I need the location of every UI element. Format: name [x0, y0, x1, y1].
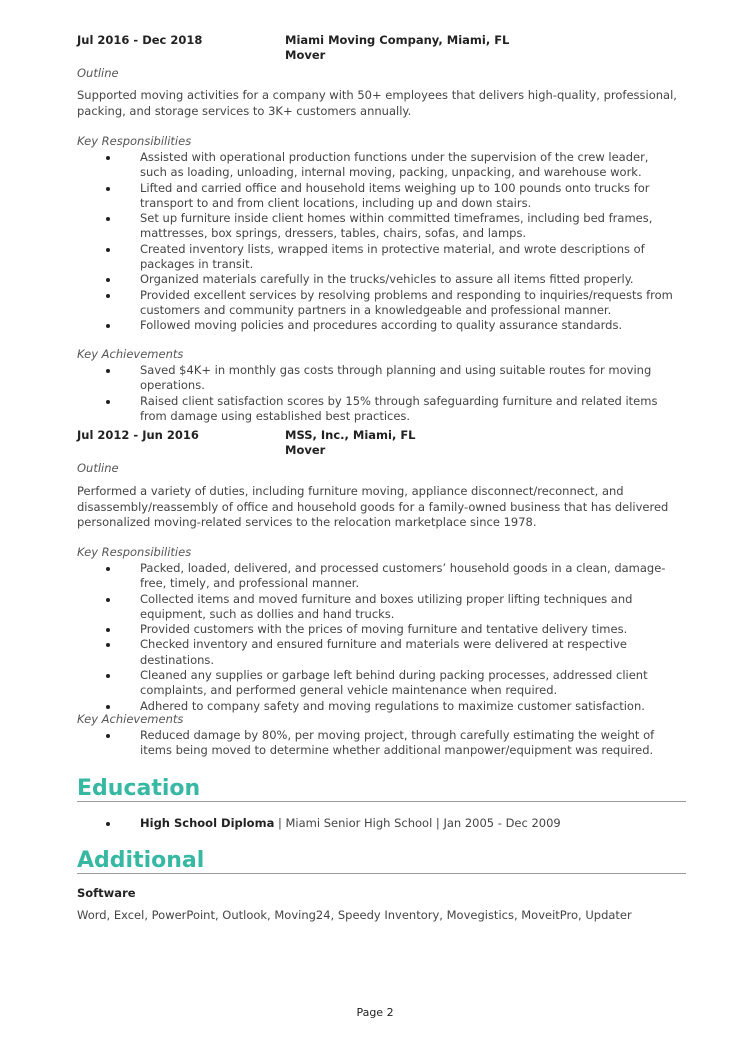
responsibilities-label: Key Responsibilities [77, 545, 192, 559]
bullet-icon [106, 567, 110, 571]
bullet-icon [106, 278, 110, 282]
list-item: Organized materials carefully in the trucks/vehicles to assure all items fitted properly. [77, 272, 677, 287]
list-item: Reduced damage by 80%, per moving project, through carefully estimating the weight of items being moved to determine whether additional manpower/equipment was required. [77, 728, 677, 759]
additional-heading: Additional [77, 848, 205, 873]
job-outline: Performed a variety of duties, including furniture moving, appliance disconnect/reconnect, and disassembly/reassembly of office and household goods for a family-owned business that has delivered personalized moving-related services to the relocation marketplace since 1978. [77, 484, 669, 529]
job-title: Mover [285, 48, 326, 62]
list-item: Adhered to company safety and moving regulations to maximize customer satisfaction. [77, 699, 677, 714]
list-item: Checked inventory and ensured furniture and materials were delivered at respective destinations. [77, 637, 677, 668]
job-header [77, 33, 677, 67]
bullet-icon [106, 628, 110, 632]
achievements-label: Key Achievements [77, 712, 184, 726]
bullet-icon [106, 674, 110, 678]
responsibilities-list [77, 150, 677, 334]
bullet-icon [106, 248, 110, 252]
section-divider [77, 801, 686, 802]
achievements-list [77, 363, 677, 424]
achievements-list [77, 728, 677, 759]
job-company: Miami Moving Company, Miami, FL [285, 33, 510, 47]
bullet-icon [106, 217, 110, 221]
education-details: | Miami Senior High School | Jan 2005 - Dec 2009 [274, 816, 561, 830]
list-item: Saved $4K+ in monthly gas costs through planning and using suitable routes for moving operations. [77, 363, 677, 394]
list-item: Lifted and carried office and household items weighing up to 100 pounds onto trucks for transport to and from client locations, including up and down stairs. [77, 181, 677, 212]
degree-name: High School Diploma [140, 816, 275, 830]
list-item: Cleaned any supplies or garbage left behind during packing processes, addressed client complaints, and performed general vehicle maintenance when required. [77, 668, 677, 699]
education-heading: Education [77, 776, 201, 801]
job-company: MSS, Inc., Miami, FL [285, 428, 416, 442]
list-item: Set up furniture inside client homes within committed timeframes, including bed frames, mattresses, box springs, dressers, tables, chairs, sofas, and lamps. [77, 211, 677, 242]
bullet-icon [106, 705, 110, 709]
outline-label: Outline [77, 66, 119, 80]
bullet-icon [106, 822, 110, 826]
page-number: Page 2 [356, 1006, 394, 1019]
bullet-icon [106, 400, 110, 404]
list-item: Created inventory lists, wrapped items in protective material, and wrote descriptions of packages in transit. [77, 242, 677, 273]
bullet-icon [106, 598, 110, 602]
bullet-icon [106, 643, 110, 647]
bullet-icon [106, 734, 110, 738]
job-header [77, 428, 677, 462]
bullet-icon [106, 369, 110, 373]
responsibilities-label: Key Responsibilities [77, 134, 192, 148]
job-title: Mover [285, 443, 326, 457]
list-item: Packed, loaded, delivered, and processed customers’ household goods in a clean, damage-free, timely, and professional manner. [77, 561, 677, 592]
bullet-icon [106, 187, 110, 191]
job-dates: Jul 2016 - Dec 2018 [77, 33, 203, 47]
bullet-icon [106, 156, 110, 160]
bullet-icon [106, 294, 110, 298]
list-item: Provided excellent services by resolving problems and responding to inquiries/requests from customers and community partners in a knowledgeable and professional manner. [77, 288, 677, 319]
responsibilities-list [77, 561, 677, 714]
software-label: Software [77, 886, 136, 900]
list-item: Collected items and moved furniture and boxes utilizing proper lifting techniques and equipment, such as dollies and hand trucks. [77, 592, 677, 623]
job-dates: Jul 2012 - Jun 2016 [77, 428, 199, 442]
software-list: Word, Excel, PowerPoint, Outlook, Moving24, Speedy Inventory, Movegistics, MoveitPro, Updater [77, 908, 632, 922]
achievements-label: Key Achievements [77, 347, 184, 361]
list-item: Raised client satisfaction scores by 15% through safeguarding furniture and related items from damage using established best practices. [77, 394, 677, 425]
job-outline: Supported moving activities for a company with 50+ employees that delivers high-quality, professional, packing, and storage services to 3K+ customers annually. [77, 88, 677, 118]
list-item: Provided customers with the prices of moving furniture and tentative delivery times. [77, 622, 677, 637]
list-item: Assisted with operational production functions under the supervision of the crew leader, such as loading, unloading, internal moving, packing, unpacking, and warehouse work. [77, 150, 677, 181]
list-item: Followed moving policies and procedures according to quality assurance standards. [77, 318, 677, 333]
section-divider [77, 873, 686, 874]
outline-label: Outline [77, 461, 119, 475]
bullet-icon [106, 324, 110, 328]
